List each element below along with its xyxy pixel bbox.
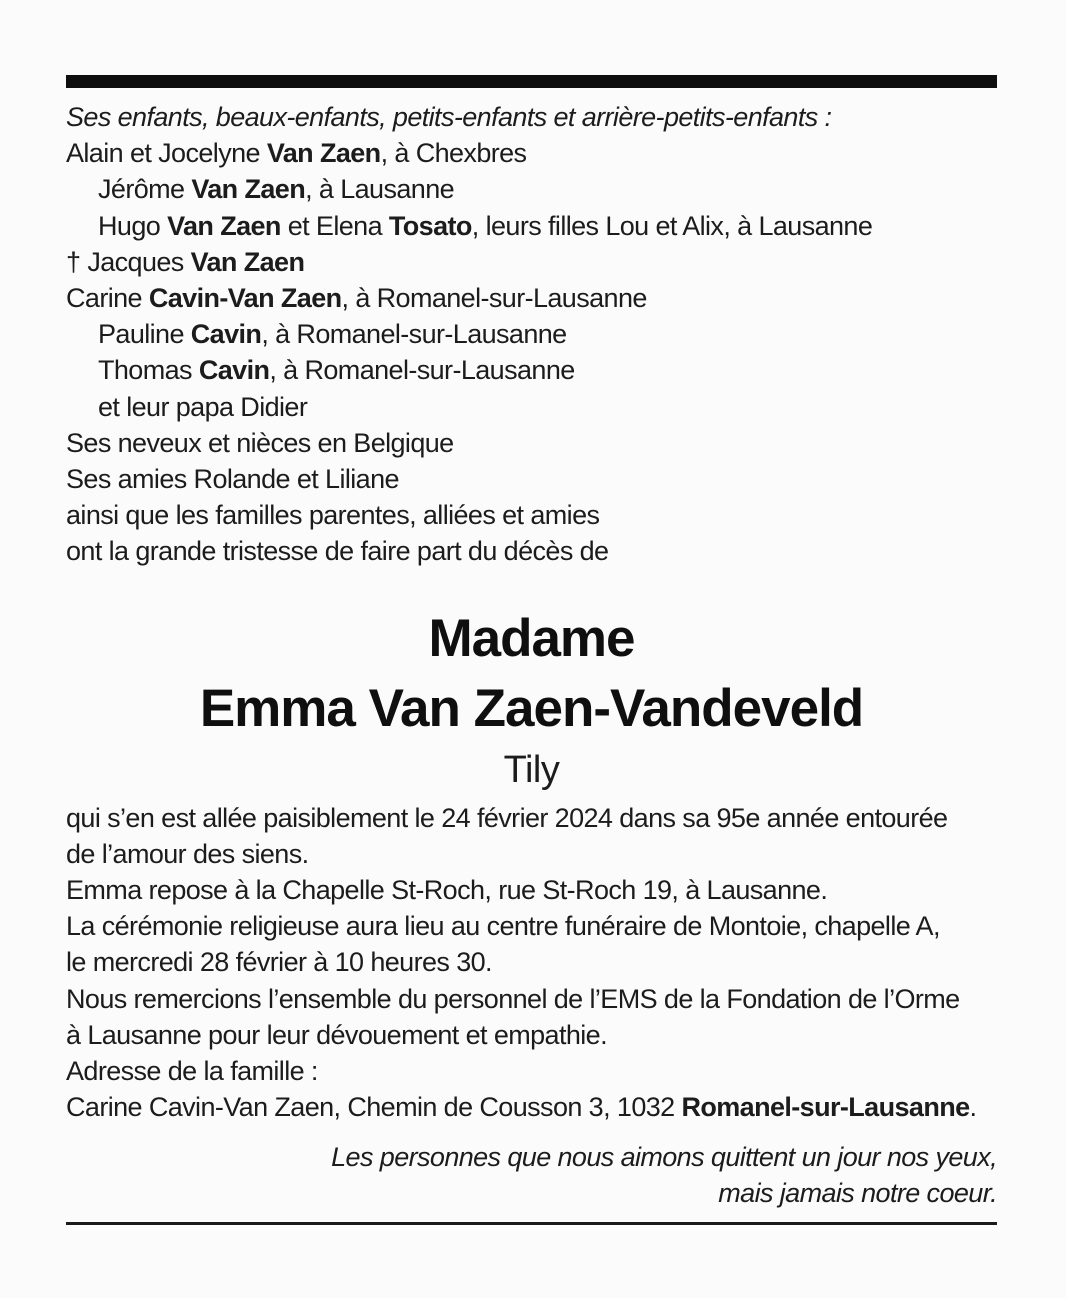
detail-line-4: La cérémonie religieuse aura lieu au centre funéraire de Montoie, chapelle A, — [66, 911, 940, 942]
family-line-11: ainsi que les familles parentes, alliées et amies — [66, 500, 600, 531]
family-line-2: Jérôme Van Zaen, à Lausanne — [98, 174, 455, 205]
detail-line-1: qui s’en est allée paisiblement le 24 février 2024 dans sa 95e année entourée — [66, 802, 948, 833]
top-rule — [66, 75, 997, 88]
quote-line-2: mais jamais notre coeur. — [718, 1178, 997, 1208]
family-line-1: Alain et Jocelyne Van Zaen, à Chexbres — [66, 138, 527, 169]
family-address-label: Adresse de la famille : — [66, 1056, 318, 1087]
detail-line-2: de l’amour des siens. — [66, 838, 309, 869]
family-line-5: Carine Cavin-Van Zaen, à Romanel-sur-Lausanne — [66, 283, 647, 314]
detail-line-5: le mercredi 28 février à 10 heures 30. — [66, 947, 492, 978]
family-line-4: † Jacques Van Zaen — [66, 246, 305, 277]
deceased-nickname: Tily — [503, 748, 560, 791]
closing-quote — [331, 1139, 997, 1211]
family-line-6: Pauline Cavin, à Romanel-sur-Lausanne — [98, 319, 567, 350]
deceased-title: Madame — [428, 608, 635, 668]
detail-line-3: Emma repose à la Chapelle St-Roch, rue St-Roch 19, à Lausanne. — [66, 875, 828, 906]
family-address: Carine Cavin-Van Zaen, Chemin de Cousson 3, 1032 Romanel-sur-Lausanne. — [66, 1092, 977, 1123]
spacer — [66, 570, 997, 604]
bottom-rule — [66, 1222, 997, 1225]
family-line-3: Hugo Van Zaen et Elena Tosato, leurs filles Lou et Alix, à Lausanne — [98, 210, 873, 241]
deceased-name: Emma Van Zaen-Vandeveld — [199, 678, 864, 738]
family-line-7: Thomas Cavin, à Romanel-sur-Lausanne — [98, 355, 575, 386]
notice-body — [66, 99, 997, 1125]
detail-line-7: à Lausanne pour leur dévouement et empathie. — [66, 1019, 607, 1050]
quote-line-1: Les personnes que nous aimons quittent un jour nos yeux, — [331, 1142, 997, 1172]
family-line-8: et leur papa Didier — [98, 391, 308, 422]
intro-line: Ses enfants, beaux-enfants, petits-enfants et arrière-petits-enfants : — [66, 102, 832, 132]
family-line-9: Ses neveux et nièces en Belgique — [66, 427, 454, 458]
detail-line-6: Nous remercions l’ensemble du personnel de l’EMS de la Fondation de l’Orme — [66, 983, 960, 1014]
family-line-10: Ses amies Rolande et Liliane — [66, 464, 399, 495]
family-line-12: ont la grande tristesse de faire part du décès de — [66, 536, 609, 567]
